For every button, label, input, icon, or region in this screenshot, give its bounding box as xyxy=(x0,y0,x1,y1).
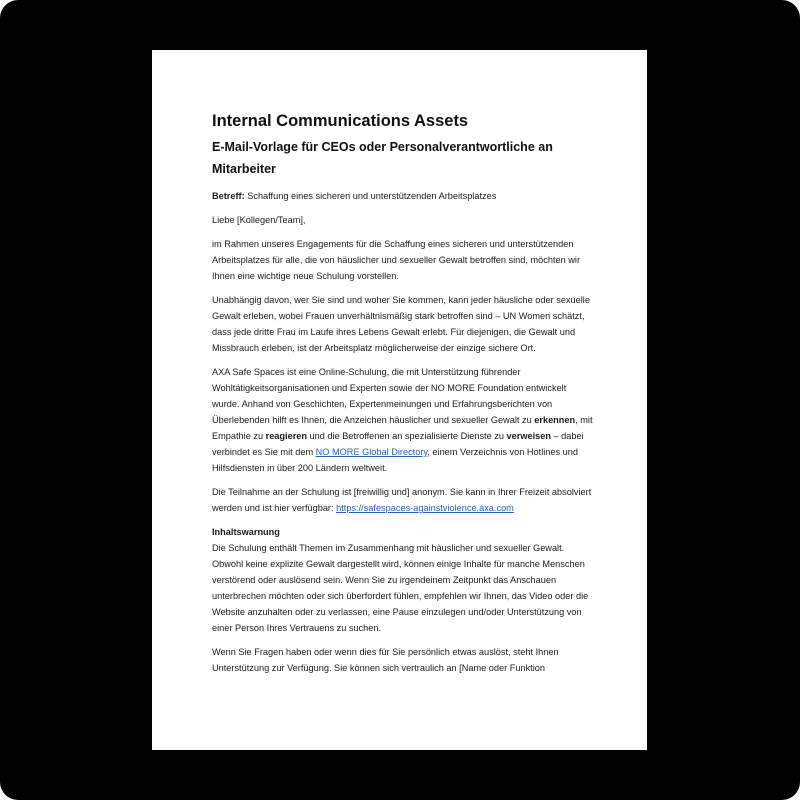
text-fragment: – dabei verbindet es Sie mit dem xyxy=(212,431,584,457)
page-content xyxy=(212,110,594,684)
text-fragment: , einem Verzeichnis von Hotlines und Hilfsdiensten in über 200 Ländern weltweit. xyxy=(212,447,578,473)
paragraph-violence-stats: Unabhängig davon, wer Sie sind und woher Sie kommen, kann jeder häusliche oder sexuelle Gewalt erleben, wobei Frauen unverhältnismäßig stark betroffen sind – UN Women schätzt, dass jede dritte Frau im Laufe ihres Lebens Gewalt erlebt. Für diejenigen, die Gewalt und Missbrauch erleben, ist der Arbeitsplatz möglicherweise der einzige sichere Ort. xyxy=(212,295,590,353)
subject-line xyxy=(212,188,594,204)
safe-spaces-url-link[interactable]: https://safespaces-againstviolence.axa.com xyxy=(336,503,514,513)
bold-recognize: erkennen xyxy=(534,415,576,425)
document-page xyxy=(152,50,647,750)
text-fragment: , mit Empathie zu xyxy=(212,415,593,441)
paragraph-participation xyxy=(212,484,594,516)
content-warning-block xyxy=(212,524,594,636)
text-fragment: Die Teilnahme an der Schulung ist [freiwillig und] anonym. Sie kann in Ihrer Freizeit absolviert werden und ist hier verfügbar: xyxy=(212,487,592,513)
content-warning-heading: Inhaltswarnung xyxy=(212,527,280,537)
subject-text: Schaffung eines sicheren und unterstützenden Arbeitsplatzes xyxy=(244,191,497,201)
paragraph-support: Wenn Sie Fragen haben oder wenn dies für Sie persönlich etwas auslöst, steht Ihnen Unterstützung zur Verfügung. Sie können sich vertraulich an [Name oder Funktion xyxy=(212,647,559,673)
text-fragment: AXA Safe Spaces ist eine Online-Schulung, die mit Unterstützung führender Wohltätigkeitsorganisationen und Experten sowie der NO MORE Foundation entwickelt wurde. Anhand von Geschichten, Expertenmeinungen und Erfahrungsberichten von Überlebenden hilft es Ihnen, die Anzeichen häuslicher und sexueller Gewalt zu xyxy=(212,367,567,425)
subject-label: Betreff: xyxy=(212,191,245,201)
content-warning-text: Die Schulung enthält Themen im Zusammenhang mit häuslicher und sexueller Gewalt. Obwohl keine explizite Gewalt dargestellt wird, können einige Inhalte für manche Menschen verstörend oder auslösend sein. Wenn Sie zu irgendeinem Zeitpunkt das Anschauen unterbrechen möchten oder sich überfordert fühlen, empfehlen wir Ihnen, das Video oder die Website anzuhalten oder zu verlassen, eine Pause einzulegen und/oder Unterstützung von einer Person Ihres Vertrauens zu suchen. xyxy=(212,543,589,633)
greeting: Liebe [Kollegen/Team], xyxy=(212,215,306,225)
bold-respond: reagieren xyxy=(265,431,307,441)
document-title: Internal Communications Assets xyxy=(212,112,469,130)
no-more-directory-link[interactable]: NO MORE Global Directory xyxy=(315,447,428,457)
paragraph-intro: im Rahmen unseres Engagements für die Schaffung eines sicheren und unterstützenden Arbeitsplatzes für alle, die von häuslicher und sexueller Gewalt betroffen sind, möchten wir Ihnen eine wichtige neue Schulung vorstellen. xyxy=(212,239,581,281)
paragraph-safe-spaces xyxy=(212,364,594,476)
bold-refer: verweisen xyxy=(506,431,551,441)
text-fragment: und die Betroffenen an spezialisierte Dienste zu xyxy=(307,431,507,441)
document-subtitle: E-Mail-Vorlage für CEOs oder Personalverantwortliche an Mitarbeiter xyxy=(212,140,553,176)
